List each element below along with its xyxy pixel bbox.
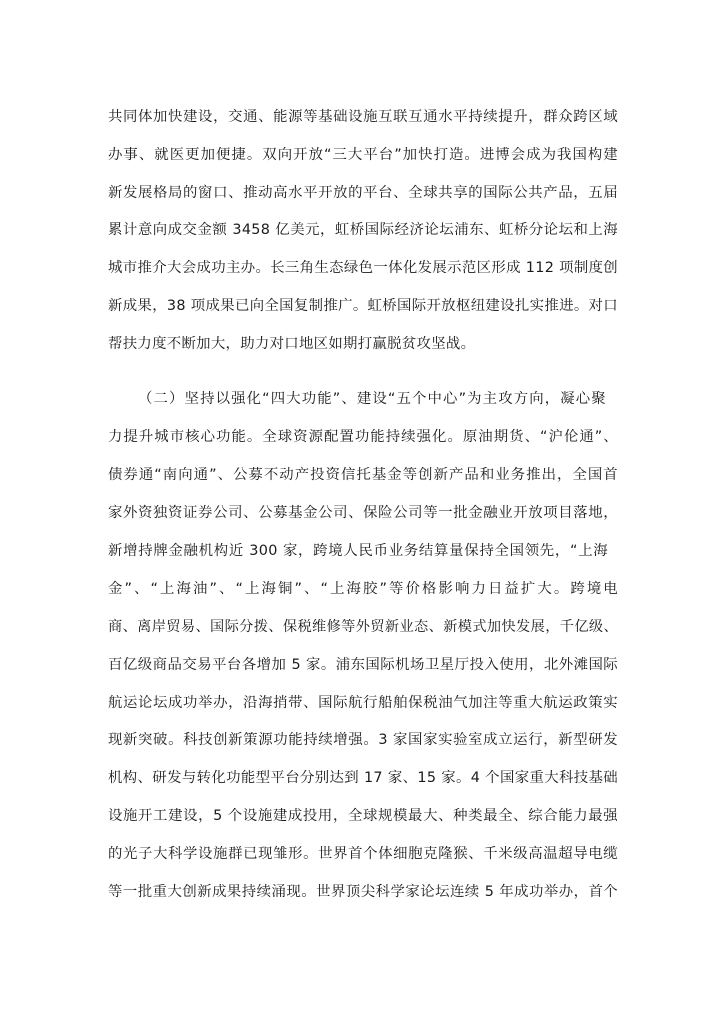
paragraph-2-line-7: 商、离岸贸易、国际分拨、保税维修等外贸新业态、新模式加快发展，千亿级、 (108, 619, 618, 635)
paragraph-2-line-1: （二）坚持以强化“四大功能”、建设“五个中心”为主攻方向，凝心聚 (138, 391, 606, 407)
paragraph-2-line-14: 等一批重大创新成果持续涌现。世界顶尖科学家论坛连续 5 年成功举办，首个 (108, 884, 618, 900)
paragraph-2-line-6: 金”、“上海油”、“上海铜”、“上海胶”等价格影响力日益扩大。跨境电 (108, 581, 618, 597)
paragraph-2-line-12: 设施开工建设，5 个设施建成投用，全球规模最大、种类最全、综合能力最强 (108, 808, 618, 824)
paragraph-2-line-11: 机构、研发与转化功能型平台分别达到 17 家、15 家。4 个国家重大科技基础 (108, 770, 618, 786)
paragraph-2-line-10: 现新突破。科技创新策源功能持续增强。3 家国家实验室成立运行，新型研发 (108, 732, 618, 748)
paragraph-1-line-5: 城市推介大会成功主办。长三角生态绿色一体化发展示范区形成 112 项制度创 (108, 260, 618, 276)
paragraph-1-line-1: 共同体加快建设，交通、能源等基础设施互联互通水平持续提升，群众跨区域 (108, 109, 618, 125)
paragraph-2-line-8: 百亿级商品交易平台各增加 5 家。浦东国际机场卫星厅投入使用，北外滩国际 (108, 657, 618, 673)
paragraph-2-line-5: 新增持牌金融机构近 300 家，跨境人民币业务结算量保持全国领先，“上海 (108, 543, 608, 559)
paragraph-2-line-3: 债券通“南向通”、公募不动产投资信托基金等创新产品和业务推出，全国首 (108, 467, 618, 483)
paragraph-1-line-3: 新发展格局的窗口、推动高水平开放的平台、全球共享的国际公共产品，五届 (108, 185, 618, 201)
paragraph-1-line-6: 新成果，38 项成果已向全国复制推广。虹桥国际开放枢纽建设扎实推进。对口 (108, 298, 618, 314)
paragraph-1-line-4: 累计意向成交金额 3458 亿美元，虹桥国际经济论坛浦东、虹桥分论坛和上海 (108, 222, 618, 238)
paragraph-2-line-4: 家外资独资证券公司、公募基金公司、保险公司等一批金融业开放项目落地， (108, 505, 618, 521)
paragraph-2-line-9: 航运论坛成功举办，沿海捎带、国际航行船舶保税油气加注等重大航运政策实 (108, 695, 618, 711)
paragraph-1-line-2: 办事、就医更加便捷。双向开放“三大平台”加快打造。进博会成为我国构建 (108, 147, 618, 163)
paragraph-2-line-2: 力提升城市核心功能。全球资源配置功能持续强化。原油期货、“沪伦通”、 (108, 429, 618, 445)
paragraph-2-line-13: 的光子大科学设施群已现雏形。世界首个体细胞克隆猴、千米级高温超导电缆 (108, 846, 618, 862)
paragraph-1-line-7: 帮扶力度不断加大，助力对口地区如期打赢脱贫攻坚战。 (108, 336, 476, 352)
